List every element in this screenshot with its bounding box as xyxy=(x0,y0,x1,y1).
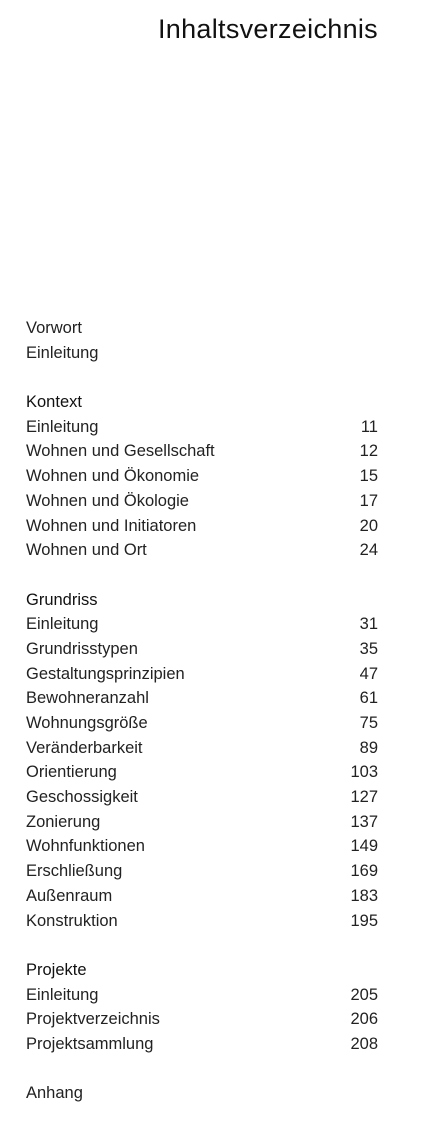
toc-entry[interactable] xyxy=(26,489,378,514)
toc-entry[interactable] xyxy=(26,736,378,761)
toc-entry-page: 149 xyxy=(350,837,378,856)
toc-entry-page: 183 xyxy=(350,886,378,905)
toc-section-kontext xyxy=(26,390,378,563)
toc-entry-page: 12 xyxy=(359,442,378,461)
section-gap xyxy=(26,1057,378,1082)
toc-entry-label: Einleitung xyxy=(26,343,99,362)
toc-entry[interactable] xyxy=(26,785,378,810)
section-gap xyxy=(26,563,378,588)
toc-entry-label: Einleitung xyxy=(26,985,99,1004)
toc-entry-page: 61 xyxy=(359,689,378,708)
toc-entry-label: Grundrisstypen xyxy=(26,639,138,658)
toc-entry-page: 15 xyxy=(359,467,378,486)
toc-entry[interactable] xyxy=(26,637,378,662)
toc-section-heading[interactable] xyxy=(26,588,378,613)
table-of-contents xyxy=(26,316,378,1106)
toc-entry-page: 47 xyxy=(359,664,378,683)
toc-entry[interactable] xyxy=(26,612,378,637)
toc-entry-page: 195 xyxy=(350,911,378,930)
toc-entry[interactable] xyxy=(26,686,378,711)
toc-entry-label: Vorwort xyxy=(26,319,82,337)
toc-entry-page: 208 xyxy=(350,1034,378,1053)
toc-entry-page: 31 xyxy=(359,615,378,634)
toc-entry-page: 35 xyxy=(359,639,378,658)
toc-entry-label: Veränderbarkeit xyxy=(26,738,143,757)
section-gap xyxy=(26,933,378,958)
toc-front-matter xyxy=(26,316,378,365)
toc-entry-page: 89 xyxy=(359,738,378,757)
toc-entry[interactable] xyxy=(26,464,378,489)
toc-entry-page: 205 xyxy=(350,985,378,1004)
toc-entry-label: Gestaltungsprinzipien xyxy=(26,664,185,683)
toc-entry-label: Wohnen und Ort xyxy=(26,541,147,560)
toc-entry-label: Bewohneranzahl xyxy=(26,689,149,708)
toc-entry-label: Geschossigkeit xyxy=(26,788,138,807)
toc-entry-label: Zonierung xyxy=(26,812,101,831)
toc-entry-page: 103 xyxy=(350,763,378,782)
toc-entry-label: Wohnen und Initiatoren xyxy=(26,516,197,535)
toc-entry[interactable] xyxy=(26,1007,378,1032)
toc-entry-label: Wohnungsgröße xyxy=(26,714,148,732)
toc-entry-label: Orientierung xyxy=(26,763,117,782)
toc-section-heading-label: Kontext xyxy=(26,393,82,412)
toc-entry-label: Wohnen und Ökologie xyxy=(26,491,189,510)
toc-entry[interactable] xyxy=(26,662,378,687)
toc-entry[interactable] xyxy=(26,415,378,440)
toc-entry[interactable] xyxy=(26,909,378,934)
toc-entry-label: Konstruktion xyxy=(26,911,118,930)
toc-entry[interactable] xyxy=(26,834,378,859)
toc-section-grundriss xyxy=(26,588,378,934)
toc-section-heading[interactable] xyxy=(26,958,378,983)
toc-entry[interactable] xyxy=(26,760,378,785)
toc-entry-label: Projektsammlung xyxy=(26,1034,154,1053)
section-gap xyxy=(26,365,378,390)
toc-entry[interactable] xyxy=(26,1081,378,1106)
toc-entry[interactable] xyxy=(26,439,378,464)
toc-entry[interactable] xyxy=(26,1032,378,1057)
toc-section-heading[interactable] xyxy=(26,390,378,415)
toc-section-projekte xyxy=(26,958,378,1057)
page-title: Inhaltsverzeichnis xyxy=(157,14,378,44)
toc-entry[interactable] xyxy=(26,884,378,909)
toc-entry-page: 11 xyxy=(360,417,378,436)
toc-entry-label: Einleitung xyxy=(26,417,99,436)
toc-entry[interactable] xyxy=(26,983,378,1008)
toc-entry-page: 137 xyxy=(350,812,378,831)
toc-entry-page: 17 xyxy=(359,491,378,510)
toc-entry[interactable] xyxy=(26,810,378,835)
toc-entry-page: 169 xyxy=(350,862,378,881)
toc-entry-page: 127 xyxy=(350,788,378,807)
toc-entry[interactable] xyxy=(26,514,378,539)
toc-entry[interactable] xyxy=(26,341,378,366)
toc-entry-page: 24 xyxy=(359,541,378,560)
toc-back-matter xyxy=(26,1081,378,1106)
toc-entry-label: Wohnen und Gesellschaft xyxy=(26,442,215,461)
toc-entry-label: Einleitung xyxy=(26,615,99,634)
toc-entry-label: Anhang xyxy=(26,1084,83,1103)
toc-entry-label: Projektverzeichnis xyxy=(26,1010,160,1029)
toc-entry-label: Außenraum xyxy=(26,886,113,905)
toc-entry[interactable] xyxy=(26,859,378,884)
toc-section-heading-label: Projekte xyxy=(26,960,87,979)
toc-entry-label: Wohnen und Ökonomie xyxy=(26,467,200,486)
toc-entry-page: 206 xyxy=(350,1010,378,1029)
toc-entry[interactable] xyxy=(26,538,378,563)
toc-entry[interactable] xyxy=(26,316,378,341)
toc-entry-label: Wohnfunktionen xyxy=(26,837,145,856)
toc-entry[interactable] xyxy=(26,711,378,736)
toc-section-heading-label: Grundriss xyxy=(26,590,98,609)
toc-entry-page: 20 xyxy=(359,516,378,535)
toc-entry-page: 75 xyxy=(359,714,378,732)
toc-entry-label: Erschließung xyxy=(26,862,123,881)
